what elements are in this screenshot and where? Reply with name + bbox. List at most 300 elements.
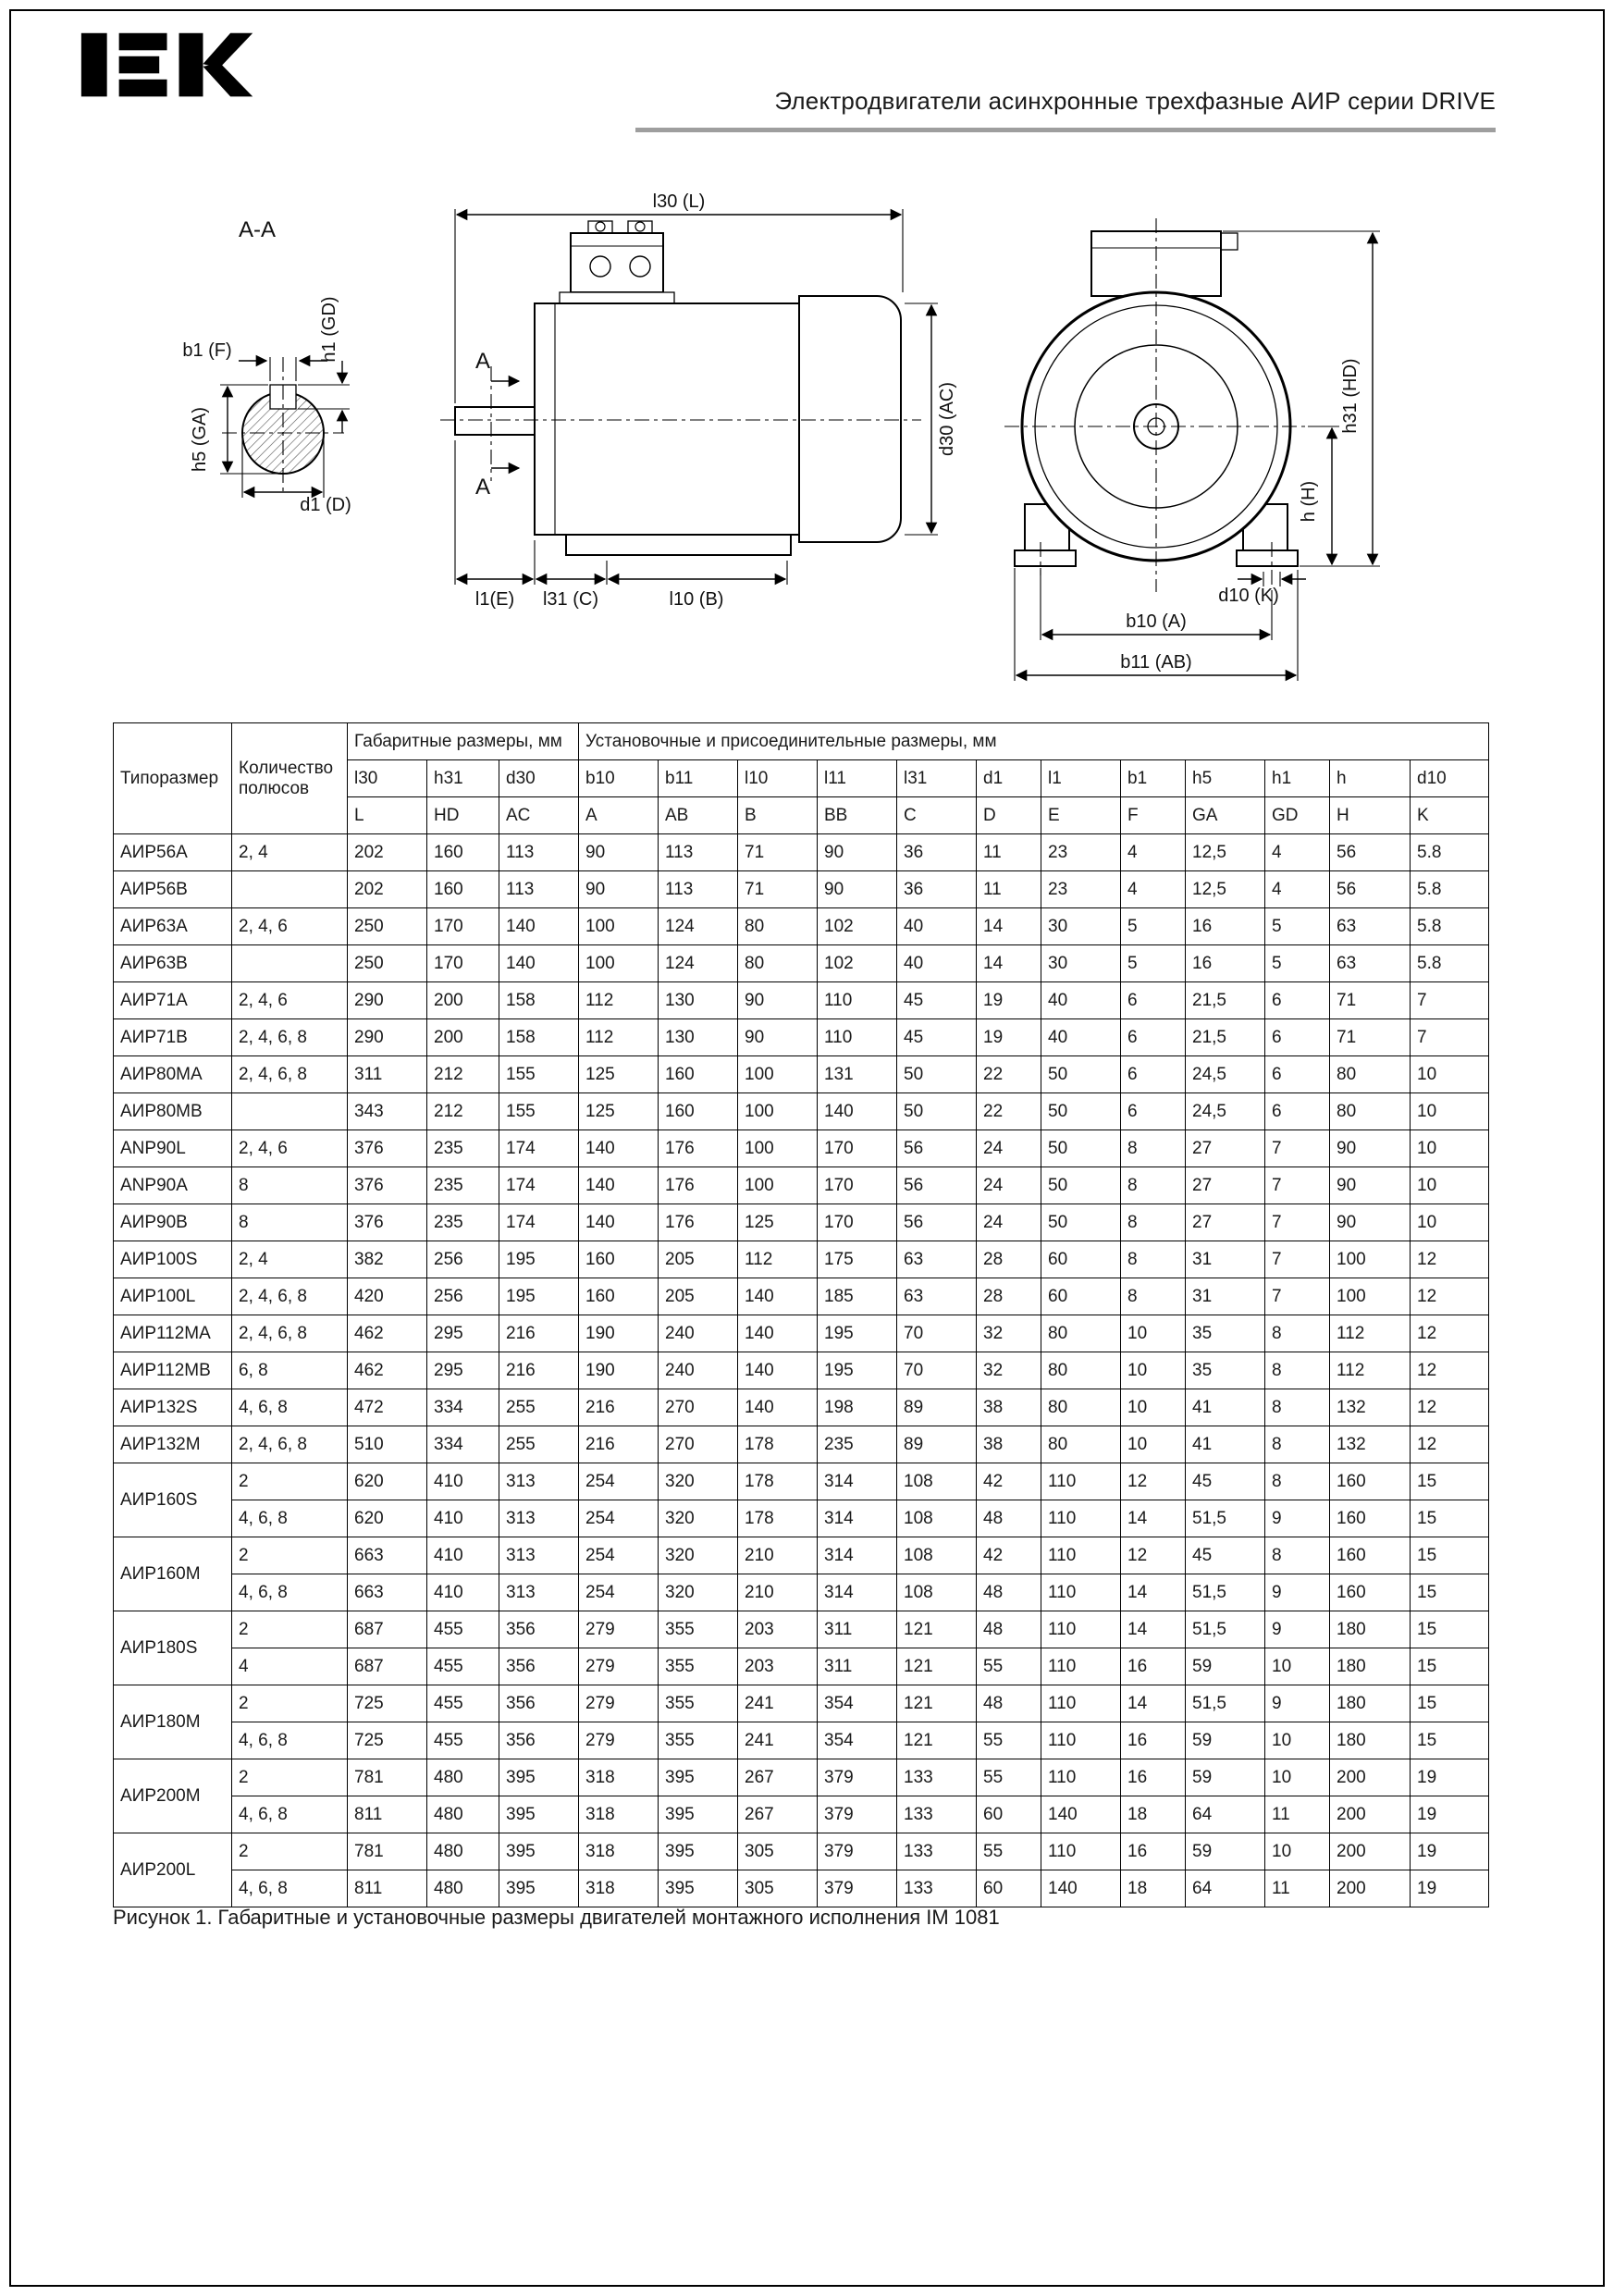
value-cell: 781 (348, 1833, 427, 1870)
value-cell: 24 (977, 1204, 1041, 1241)
dim-letter-header: GD (1265, 797, 1330, 834)
value-cell: 124 (659, 945, 738, 982)
value-cell: 100 (738, 1167, 818, 1204)
value-cell: 8 (1121, 1130, 1186, 1167)
value-cell: 320 (659, 1537, 738, 1574)
value-cell: 140 (579, 1204, 659, 1241)
value-cell: 40 (1041, 982, 1121, 1019)
value-cell: 90 (818, 871, 897, 908)
value-cell: 56 (1330, 834, 1411, 871)
value-cell: 108 (897, 1500, 977, 1537)
value-cell: 19 (1411, 1833, 1489, 1870)
value-cell: 59 (1186, 1759, 1265, 1796)
value-cell: 18 (1121, 1870, 1186, 1907)
dim-code-header: h5 (1186, 760, 1265, 797)
value-cell: 50 (1041, 1204, 1121, 1241)
table-row (114, 1352, 1489, 1389)
value-cell: 687 (348, 1648, 427, 1685)
dim-letter-header: K (1411, 797, 1489, 834)
value-cell: 11 (977, 834, 1041, 871)
value-cell: 80 (1041, 1352, 1121, 1389)
value-cell: 63 (897, 1278, 977, 1315)
value-cell: 113 (659, 834, 738, 871)
value-cell: 379 (818, 1796, 897, 1833)
value-cell: 254 (579, 1500, 659, 1537)
poles-cell: 2, 4, 6, 8 (232, 1315, 348, 1352)
value-cell: 216 (499, 1315, 579, 1352)
value-cell: 23 (1041, 834, 1121, 871)
value-cell: 334 (427, 1389, 499, 1426)
dim-code-header: l10 (738, 760, 818, 797)
value-cell: 395 (659, 1759, 738, 1796)
value-cell: 121 (897, 1611, 977, 1648)
value-cell: 90 (818, 834, 897, 871)
value-cell: 395 (659, 1870, 738, 1907)
value-cell: 8 (1265, 1463, 1330, 1500)
value-cell: 235 (427, 1204, 499, 1241)
value-cell: 8 (1121, 1167, 1186, 1204)
value-cell: 71 (1330, 982, 1411, 1019)
value-cell: 31 (1186, 1278, 1265, 1315)
value-cell: 48 (977, 1574, 1041, 1611)
value-cell: 140 (738, 1278, 818, 1315)
type-cell: АИР112МА (114, 1315, 232, 1352)
value-cell: 110 (1041, 1648, 1121, 1685)
value-cell: 313 (499, 1500, 579, 1537)
value-cell: 42 (977, 1463, 1041, 1500)
value-cell: 241 (738, 1685, 818, 1722)
table-row (114, 1204, 1489, 1241)
poles-cell: 4, 6, 8 (232, 1796, 348, 1833)
value-cell: 198 (818, 1389, 897, 1426)
type-cell: АИР56В (114, 871, 232, 908)
dim-code-header: d1 (977, 760, 1041, 797)
value-cell: 382 (348, 1241, 427, 1278)
poles-cell: 2 (232, 1685, 348, 1722)
value-cell: 216 (499, 1352, 579, 1389)
value-cell: 178 (738, 1463, 818, 1500)
value-cell: 295 (427, 1315, 499, 1352)
value-cell: 170 (427, 945, 499, 982)
value-cell: 254 (579, 1574, 659, 1611)
value-cell: 28 (977, 1278, 1041, 1315)
value-cell: 235 (427, 1167, 499, 1204)
value-cell: 279 (579, 1611, 659, 1648)
value-cell: 9 (1265, 1500, 1330, 1537)
value-cell: 240 (659, 1315, 738, 1352)
value-cell: 110 (1041, 1463, 1121, 1500)
poles-cell: 2, 4, 6, 8 (232, 1056, 348, 1093)
value-cell: 9 (1265, 1685, 1330, 1722)
value-cell: 356 (499, 1722, 579, 1759)
table-row (114, 1426, 1489, 1463)
value-cell: 305 (738, 1870, 818, 1907)
value-cell: 255 (499, 1389, 579, 1426)
value-cell: 14 (977, 945, 1041, 982)
value-cell: 80 (738, 945, 818, 982)
value-cell: 270 (659, 1426, 738, 1463)
value-cell: 80 (1330, 1093, 1411, 1130)
value-cell: 110 (1041, 1574, 1121, 1611)
value-cell: 21,5 (1186, 982, 1265, 1019)
table-row (114, 1685, 1489, 1722)
value-cell: 90 (738, 982, 818, 1019)
dim-code-header: b10 (579, 760, 659, 797)
poles-cell: 2 (232, 1833, 348, 1870)
value-cell: 63 (897, 1241, 977, 1278)
value-cell: 19 (1411, 1759, 1489, 1796)
value-cell: 7 (1265, 1130, 1330, 1167)
value-cell: 22 (977, 1056, 1041, 1093)
value-cell: 40 (897, 945, 977, 982)
value-cell: 343 (348, 1093, 427, 1130)
value-cell: 725 (348, 1685, 427, 1722)
type-cell: АИР56А (114, 834, 232, 871)
value-cell: 811 (348, 1870, 427, 1907)
table-row (114, 1759, 1489, 1796)
value-cell: 113 (659, 871, 738, 908)
dim-label-l30: l30 (L) (652, 191, 706, 212)
value-cell: 15 (1411, 1611, 1489, 1648)
value-cell: 190 (579, 1352, 659, 1389)
value-cell: 235 (427, 1130, 499, 1167)
dim-code-header: l1 (1041, 760, 1121, 797)
value-cell: 480 (427, 1870, 499, 1907)
value-cell: 32 (977, 1315, 1041, 1352)
value-cell: 334 (427, 1426, 499, 1463)
value-cell: 130 (659, 982, 738, 1019)
value-cell: 51,5 (1186, 1685, 1265, 1722)
value-cell: 205 (659, 1278, 738, 1315)
value-cell: 59 (1186, 1648, 1265, 1685)
value-cell: 110 (818, 982, 897, 1019)
value-cell: 410 (427, 1463, 499, 1500)
value-cell: 6 (1121, 1093, 1186, 1130)
value-cell: 140 (738, 1352, 818, 1389)
value-cell: 356 (499, 1611, 579, 1648)
value-cell: 89 (897, 1389, 977, 1426)
type-cell: АИР63В (114, 945, 232, 982)
value-cell: 376 (348, 1130, 427, 1167)
poles-cell (232, 945, 348, 982)
dim-letter-header: C (897, 797, 977, 834)
value-cell: 180 (1330, 1611, 1411, 1648)
value-cell: 19 (977, 1019, 1041, 1056)
value-cell: 190 (579, 1315, 659, 1352)
value-cell: 5 (1121, 945, 1186, 982)
value-cell: 51,5 (1186, 1574, 1265, 1611)
value-cell: 202 (348, 834, 427, 871)
value-cell: 63 (1330, 908, 1411, 945)
iek-logo (80, 28, 255, 104)
value-cell: 305 (738, 1833, 818, 1870)
value-cell: 6 (1121, 982, 1186, 1019)
value-cell: 5.8 (1411, 834, 1489, 871)
value-cell: 112 (1330, 1315, 1411, 1352)
value-cell: 12 (1121, 1463, 1186, 1500)
value-cell: 320 (659, 1463, 738, 1500)
value-cell: 160 (1330, 1463, 1411, 1500)
shaft-section-view (182, 217, 351, 515)
value-cell: 212 (427, 1056, 499, 1093)
value-cell: 6 (1265, 1056, 1330, 1093)
value-cell: 45 (897, 1019, 977, 1056)
dim-letter-header: L (348, 797, 427, 834)
value-cell: 170 (818, 1130, 897, 1167)
type-cell: АИР160М (114, 1537, 232, 1611)
value-cell: 290 (348, 1019, 427, 1056)
value-cell: 11 (977, 871, 1041, 908)
poles-cell: 4 (232, 1648, 348, 1685)
value-cell: 8 (1121, 1278, 1186, 1315)
value-cell: 216 (579, 1389, 659, 1426)
poles-cell: 8 (232, 1204, 348, 1241)
table-row (114, 1389, 1489, 1426)
poles-cell: 2 (232, 1463, 348, 1500)
value-cell: 56 (897, 1204, 977, 1241)
value-cell: 10 (1265, 1759, 1330, 1796)
value-cell: 110 (1041, 1759, 1121, 1796)
value-cell: 472 (348, 1389, 427, 1426)
table-row (114, 1870, 1489, 1907)
value-cell: 175 (818, 1241, 897, 1278)
poles-cell: 2, 4 (232, 1241, 348, 1278)
value-cell: 205 (659, 1241, 738, 1278)
value-cell: 314 (818, 1574, 897, 1611)
value-cell: 9 (1265, 1611, 1330, 1648)
value-cell: 59 (1186, 1722, 1265, 1759)
value-cell: 235 (818, 1426, 897, 1463)
value-cell: 124 (659, 908, 738, 945)
value-cell: 71 (738, 834, 818, 871)
value-cell: 313 (499, 1463, 579, 1500)
dim-letter-header: AB (659, 797, 738, 834)
value-cell: 480 (427, 1796, 499, 1833)
value-cell: 290 (348, 982, 427, 1019)
value-cell: 102 (818, 908, 897, 945)
table-row (114, 1241, 1489, 1278)
value-cell: 4 (1121, 871, 1186, 908)
value-cell: 212 (427, 1093, 499, 1130)
value-cell: 80 (1041, 1389, 1121, 1426)
value-cell: 56 (897, 1167, 977, 1204)
value-cell: 314 (818, 1537, 897, 1574)
value-cell: 50 (897, 1093, 977, 1130)
value-cell: 462 (348, 1315, 427, 1352)
type-cell: ANP90L (114, 1130, 232, 1167)
table-row (114, 1056, 1489, 1093)
value-cell: 480 (427, 1759, 499, 1796)
value-cell: 160 (579, 1278, 659, 1315)
value-cell: 320 (659, 1574, 738, 1611)
value-cell: 59 (1186, 1833, 1265, 1870)
value-cell: 63 (1330, 945, 1411, 982)
value-cell: 21,5 (1186, 1019, 1265, 1056)
dim-label-b10: b10 (A) (1126, 611, 1187, 632)
value-cell: 12 (1411, 1352, 1489, 1389)
value-cell: 11 (1265, 1796, 1330, 1833)
value-cell: 195 (499, 1241, 579, 1278)
value-cell: 16 (1121, 1833, 1186, 1870)
poles-cell: 2 (232, 1759, 348, 1796)
value-cell: 200 (1330, 1759, 1411, 1796)
value-cell: 5.8 (1411, 871, 1489, 908)
value-cell: 133 (897, 1833, 977, 1870)
value-cell: 40 (897, 908, 977, 945)
value-cell: 395 (499, 1870, 579, 1907)
value-cell: 687 (348, 1611, 427, 1648)
value-cell: 100 (1330, 1278, 1411, 1315)
dim-label-h1: h1 (GD) (319, 296, 339, 363)
value-cell: 22 (977, 1093, 1041, 1130)
value-cell: 6 (1265, 982, 1330, 1019)
value-cell: 55 (977, 1759, 1041, 1796)
value-cell: 170 (818, 1204, 897, 1241)
value-cell: 45 (1186, 1463, 1265, 1500)
value-cell: 108 (897, 1574, 977, 1611)
value-cell: 160 (427, 871, 499, 908)
value-cell: 16 (1121, 1648, 1186, 1685)
value-cell: 55 (977, 1648, 1041, 1685)
value-cell: 12,5 (1186, 871, 1265, 908)
type-cell: АИР200М (114, 1759, 232, 1833)
value-cell: 14 (1121, 1500, 1186, 1537)
value-cell: 313 (499, 1574, 579, 1611)
motor-side-view (440, 191, 957, 610)
value-cell: 200 (1330, 1833, 1411, 1870)
value-cell: 318 (579, 1870, 659, 1907)
value-cell: 113 (499, 834, 579, 871)
value-cell: 14 (1121, 1685, 1186, 1722)
value-cell: 121 (897, 1722, 977, 1759)
value-cell: 313 (499, 1537, 579, 1574)
value-cell: 376 (348, 1167, 427, 1204)
value-cell: 160 (579, 1241, 659, 1278)
value-cell: 15 (1411, 1537, 1489, 1574)
value-cell: 60 (1041, 1241, 1121, 1278)
value-cell: 140 (1041, 1870, 1121, 1907)
value-cell: 7 (1411, 982, 1489, 1019)
value-cell: 50 (897, 1056, 977, 1093)
value-cell: 200 (1330, 1870, 1411, 1907)
value-cell: 131 (818, 1056, 897, 1093)
shaft (455, 407, 535, 435)
value-cell: 176 (659, 1167, 738, 1204)
dim-letter-header: AC (499, 797, 579, 834)
value-cell: 8 (1121, 1204, 1186, 1241)
value-cell: 180 (1330, 1722, 1411, 1759)
type-cell: АИР180М (114, 1685, 232, 1759)
section-view-title: А-А (239, 217, 277, 242)
value-cell: 102 (818, 945, 897, 982)
group-header-overall: Габаритные размеры, мм (348, 723, 579, 760)
table-row (114, 1093, 1489, 1130)
value-cell: 480 (427, 1833, 499, 1870)
value-cell: 140 (579, 1167, 659, 1204)
poles-cell: 2, 4, 6 (232, 982, 348, 1019)
value-cell: 311 (818, 1611, 897, 1648)
dim-label-h: h (H) (1299, 480, 1319, 523)
value-cell: 4 (1265, 834, 1330, 871)
value-cell: 90 (1330, 1130, 1411, 1167)
value-cell: 7 (1411, 1019, 1489, 1056)
value-cell: 395 (499, 1759, 579, 1796)
value-cell: 160 (427, 834, 499, 871)
value-cell: 6 (1265, 1093, 1330, 1130)
table-row (114, 1574, 1489, 1611)
poles-cell: 4, 6, 8 (232, 1870, 348, 1907)
value-cell: 155 (499, 1056, 579, 1093)
value-cell: 180 (1330, 1685, 1411, 1722)
type-cell: АИР132М (114, 1426, 232, 1463)
value-cell: 15 (1411, 1722, 1489, 1759)
value-cell: 80 (1330, 1056, 1411, 1093)
dim-code-header: l31 (897, 760, 977, 797)
value-cell: 9 (1265, 1574, 1330, 1611)
value-cell: 112 (579, 1019, 659, 1056)
value-cell: 70 (897, 1315, 977, 1352)
value-cell: 15 (1411, 1500, 1489, 1537)
value-cell: 395 (659, 1796, 738, 1833)
value-cell: 270 (659, 1389, 738, 1426)
value-cell: 170 (818, 1167, 897, 1204)
value-cell: 254 (579, 1537, 659, 1574)
value-cell: 7 (1265, 1241, 1330, 1278)
value-cell: 178 (738, 1426, 818, 1463)
value-cell: 35 (1186, 1352, 1265, 1389)
value-cell: 160 (659, 1093, 738, 1130)
value-cell: 56 (1330, 871, 1411, 908)
value-cell: 71 (738, 871, 818, 908)
value-cell: 160 (659, 1056, 738, 1093)
value-cell: 80 (1041, 1426, 1121, 1463)
table-row (114, 871, 1489, 908)
value-cell: 28 (977, 1241, 1041, 1278)
value-cell: 15 (1411, 1648, 1489, 1685)
value-cell: 40 (1041, 1019, 1121, 1056)
value-cell: 410 (427, 1500, 499, 1537)
value-cell: 132 (1330, 1389, 1411, 1426)
value-cell: 185 (818, 1278, 897, 1315)
value-cell: 279 (579, 1648, 659, 1685)
technical-drawings (0, 130, 1614, 703)
value-cell: 36 (897, 871, 977, 908)
type-cell: АИР90В (114, 1204, 232, 1241)
value-cell: 7 (1265, 1278, 1330, 1315)
value-cell: 210 (738, 1574, 818, 1611)
value-cell: 71 (1330, 1019, 1411, 1056)
value-cell: 19 (977, 982, 1041, 1019)
value-cell: 15 (1411, 1463, 1489, 1500)
value-cell: 395 (499, 1796, 579, 1833)
value-cell: 140 (579, 1130, 659, 1167)
value-cell: 10 (1121, 1426, 1186, 1463)
dim-code-header: l11 (818, 760, 897, 797)
value-cell: 311 (348, 1056, 427, 1093)
value-cell: 250 (348, 908, 427, 945)
type-cell: АИР63А (114, 908, 232, 945)
value-cell: 27 (1186, 1130, 1265, 1167)
dim-letter-header: HD (427, 797, 499, 834)
value-cell: 663 (348, 1574, 427, 1611)
dim-label-b11: b11 (AB) (1120, 652, 1192, 673)
value-cell: 45 (897, 982, 977, 1019)
dim-letter-header: GA (1186, 797, 1265, 834)
value-cell: 216 (579, 1426, 659, 1463)
value-cell: 100 (1330, 1241, 1411, 1278)
table-row (114, 1463, 1489, 1500)
type-cell: АИР71В (114, 1019, 232, 1056)
